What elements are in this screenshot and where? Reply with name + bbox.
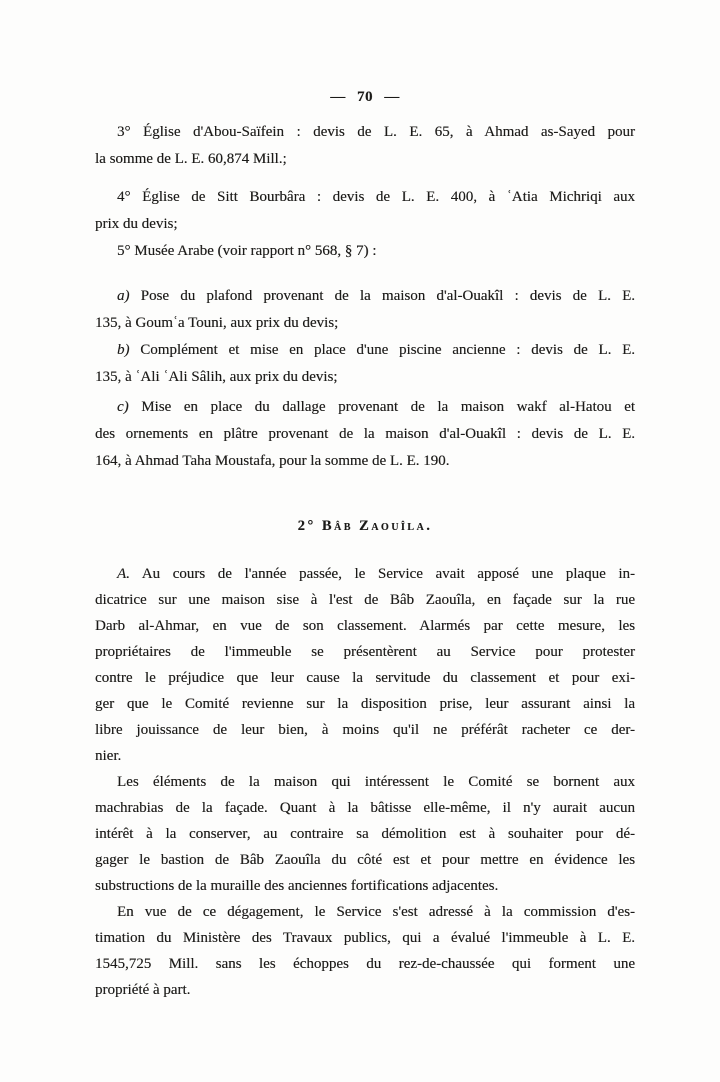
- item-marker: c): [117, 399, 129, 415]
- text-line: 5° Musée Arabe (voir rapport n° 568, § 7) :: [117, 243, 377, 259]
- page-content: [95, 84, 635, 1003]
- text-line: 4° Église de Sitt Bourbâra : devis de L. E. 400, à ʿAtia Michriqi aux: [117, 189, 635, 205]
- text-line: 164, à Ahmad Taha Moustafa, pour la somme de L. E. 190.: [95, 453, 450, 469]
- text-line: propriété à part.: [95, 982, 191, 998]
- text-line: 135, à ʿAli ʿAli Sâlih, aux prix du devis;: [95, 369, 338, 385]
- text-line: prix du devis;: [95, 216, 178, 232]
- text-line: A. Au cours de l'année passée, le Service avait apposé une plaque in-: [117, 566, 635, 582]
- text-line: Darb al-Ahmar, en vue de son classement. Alarmés par cette mesure, les: [95, 618, 635, 634]
- text-line: substructions de la muraille des anciennes fortifications adjacentes.: [95, 878, 499, 894]
- text-line: propriétaires de l'immeuble se présentèrent au Service pour protester: [95, 644, 635, 660]
- paragraph: [95, 394, 635, 475]
- text-line: intérêt à la conserver, au contraire sa démolition est à souhaiter pour dé-: [95, 826, 635, 842]
- paragraph: [95, 119, 635, 173]
- text-line: nier.: [95, 748, 122, 764]
- text-line: En vue de ce dégagement, le Service s'est adressé à la commission d'es-: [117, 904, 635, 920]
- text-line: des ornements en plâtre provenant de la maison d'al-Ouakîl : devis de L. E.: [95, 426, 635, 442]
- text-line: dicatrice sur une maison sise à l'est de Bâb Zaouîla, en façade sur la rue: [95, 592, 635, 608]
- item-marker: b): [117, 342, 130, 358]
- text-line: la somme de L. E. 60,874 Mill.;: [95, 151, 287, 167]
- paragraph: [95, 769, 635, 899]
- item-marker: A.: [117, 566, 130, 582]
- text-line: 135, à Goumʿa Touni, aux prix du devis;: [95, 315, 339, 331]
- text-line: contre le préjudice que leur cause la servitude du classement et pour exi-: [95, 670, 635, 686]
- page-body: [95, 119, 635, 1003]
- text-line: a) Pose du plafond provenant de la maison d'al-Ouakîl : devis de L. E.: [117, 288, 635, 304]
- text-line: machrabias de la façade. Quant à la bâtisse elle-même, il n'y aurait aucun: [95, 800, 635, 816]
- text-line: timation du Ministère des Travaux publics, qui a évalué l'immeuble à L. E.: [95, 930, 635, 946]
- text-line: gager le bastion de Bâb Zaouîla du côté est et pour mettre en évidence les: [95, 852, 635, 868]
- text-line: ger que le Comité revienne sur la disposition prise, leur assurant ainsi la: [95, 696, 635, 712]
- paragraph: [95, 337, 635, 391]
- paragraph: [95, 184, 635, 238]
- section-heading: 2° Bâb Zaouîla.: [297, 518, 433, 534]
- paragraph: [95, 561, 635, 769]
- text-line: 1545,725 Mill. sans les échoppes du rez-de-chaussée qui forment une: [95, 956, 635, 972]
- page-number: — 70 —: [330, 89, 400, 105]
- text-line: 3° Église d'Abou-Saïfein : devis de L. E. 65, à Ahmad as-Sayed pour: [117, 124, 635, 140]
- text-line: b) Complément et mise en place d'une piscine ancienne : devis de L. E.: [117, 342, 635, 358]
- text-line: libre jouissance de leur bien, à moins qu'il ne préférât racheter ce der-: [95, 722, 635, 738]
- paragraph: [95, 899, 635, 1003]
- item-marker: a): [117, 288, 130, 304]
- paragraph: [95, 283, 635, 337]
- paragraph: [95, 238, 635, 265]
- text-line: c) Mise en place du dallage provenant de la maison wakf al-Hatou et: [117, 399, 635, 415]
- text-line: Les éléments de la maison qui intéressent le Comité se bornent aux: [117, 774, 635, 790]
